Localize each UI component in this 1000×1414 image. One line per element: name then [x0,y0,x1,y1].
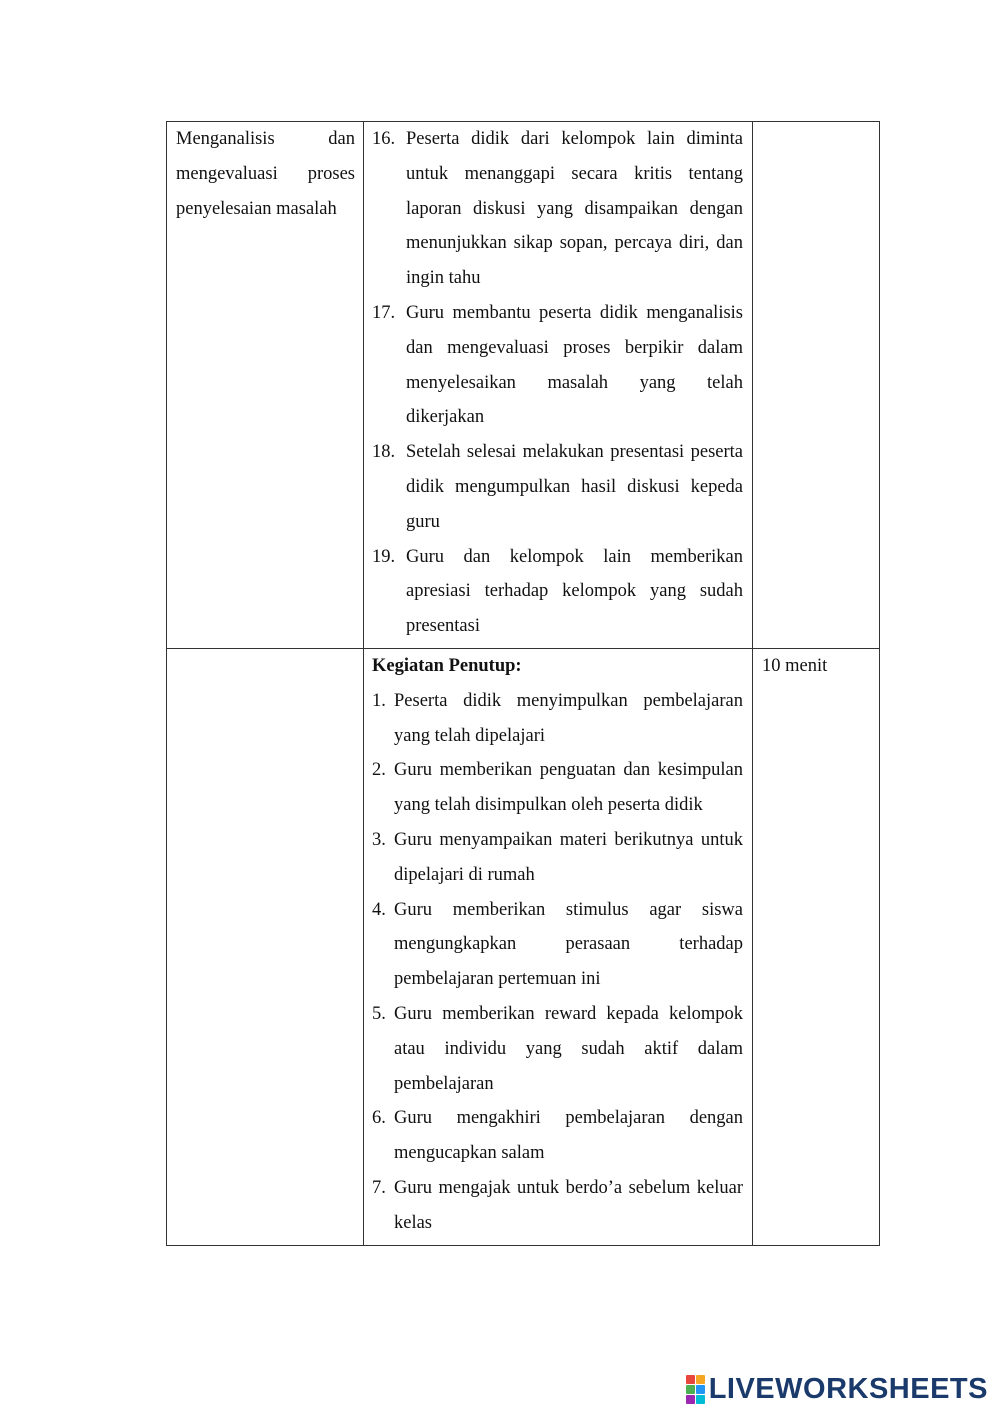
item-number: 3. [372,829,386,850]
phase-cell [167,122,364,649]
item-number: 6. [372,1108,386,1129]
item-text: Guru memberikan penguatan dan kesimpulan yang telah disimpulkan oleh peserta didik [394,760,743,816]
logo-square [696,1385,705,1394]
item-text: Guru mengajak untuk berdo’a sebelum keluar kelas [394,1177,743,1233]
item-text: Guru memberikan reward kepada kelompok atau individu yang sudah aktif dalam pembelajaran [394,1003,743,1094]
list-item [372,540,743,644]
liveworksheets-watermark [686,1373,988,1406]
item-number: 2. [372,760,386,781]
item-number: 1. [372,690,386,711]
list-item [372,1101,743,1171]
item-number: 19. [372,546,396,567]
item-text: Peserta didik menyimpulkan pembelajaran yang telah dipelajari [394,690,743,746]
list-item [372,122,743,296]
lesson-activity-table [166,121,880,1246]
liveworksheets-logo-icon [686,1375,705,1404]
table-row [167,648,880,1245]
list-item [372,823,743,893]
time-cell: 10 menit [753,648,880,1245]
activity-cell [364,122,753,649]
phase-line: penyelesaian masalah [176,198,337,219]
item-text: Guru memberikan stimulus agar siswa mengungkapkan perasaan terhadap pembelajaran pertemuan ini [394,899,743,990]
time-cell [753,122,880,649]
phase-line: Menganalisis dan [176,129,355,149]
item-number: 4. [372,899,386,920]
item-text: Peserta didik dari kelompok lain diminta untuk menanggapi secara kritis tentang laporan diskusi yang disampaikan dengan menunjukkan sikap sopan, percaya diri, dan ingin tahu [406,129,743,289]
list-item [372,753,743,823]
logo-square [686,1395,695,1404]
item-text: Guru mengakhiri pembelajaran dengan mengucapkan salam [394,1108,743,1164]
logo-square [696,1395,705,1404]
item-number: 18. [372,442,396,463]
item-number: 7. [372,1177,386,1198]
watermark-text: LIVEWORKSHEETS [708,1373,988,1405]
activity-list [372,684,743,1241]
activity-list [372,122,743,644]
item-text: Setelah selesai melakukan presentasi peserta didik mengumpulkan hasil diskusi kepeda guru [406,442,743,532]
logo-square [686,1385,695,1394]
list-item [372,296,743,435]
logo-square [686,1375,695,1384]
item-text: Guru dan kelompok lain memberikan apresiasi terhadap kelompok yang sudah presentasi [406,546,743,637]
phase-cell [167,648,364,1245]
logo-square [696,1375,705,1384]
item-number: 17. [372,302,396,323]
item-number: 5. [372,1003,386,1024]
item-text: Guru menyampaikan materi berikutnya untuk dipelajari di rumah [394,829,743,885]
table-row [167,122,880,649]
list-item [372,893,743,997]
item-text: Guru membantu peserta didik menganalisis dan mengevaluasi proses berpikir dalam menyelesaikan masalah yang telah dikerjakan [406,302,743,428]
phase-line: mengevaluasi proses [176,163,355,184]
list-item [372,997,743,1101]
activity-cell [364,648,753,1245]
list-item [372,1171,743,1241]
section-heading: Kegiatan Penutup: [372,655,522,676]
item-number: 16. [372,129,396,149]
list-item [372,435,743,539]
list-item [372,684,743,754]
